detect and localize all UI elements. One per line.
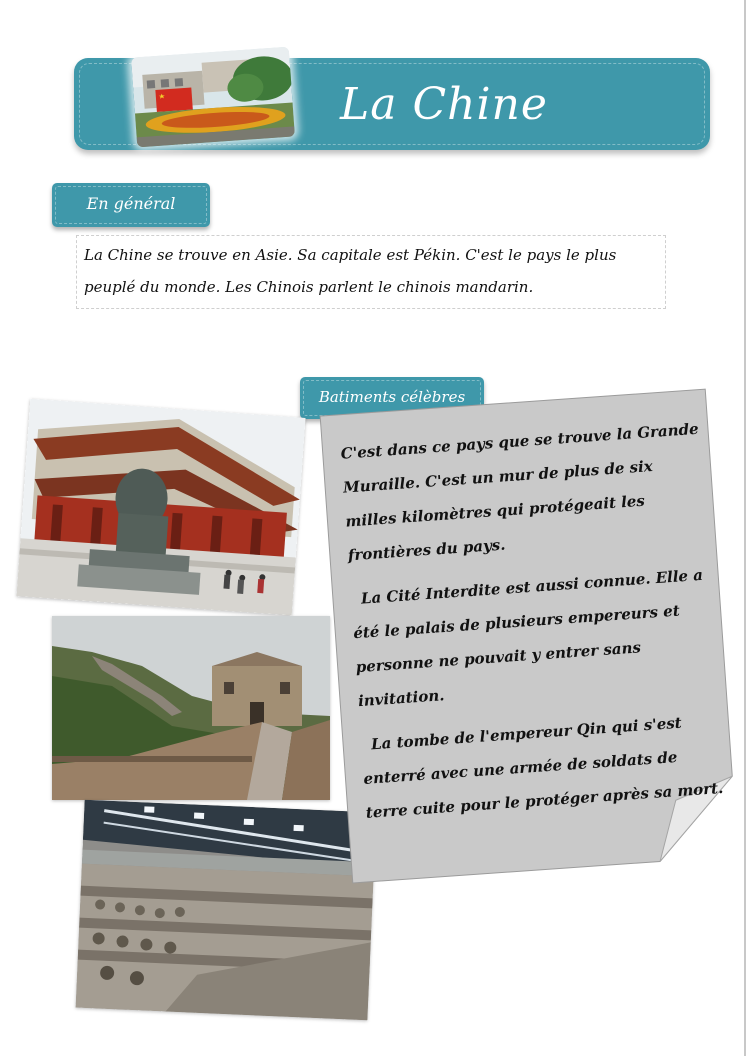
section-label-general-text: En général	[86, 194, 176, 213]
note-paper	[318, 387, 742, 885]
note-paragraph-forbidden-city: La Cité Interdite est aussi connue. Elle a été le palais de plusieurs empereurs et personne ne pouvait y entrer sans invitation.	[352, 565, 704, 711]
page-title: La Chine	[340, 79, 548, 130]
label-border	[55, 186, 207, 224]
note-paragraph-great-wall: C'est dans ce pays que se trouve la Grande Muraille. C'est un mur de plus de six milles kilomètres qui protégeait les frontières du pays.	[340, 419, 700, 565]
photo-terracotta-army	[76, 800, 377, 1021]
photo-forbidden-city	[16, 399, 305, 616]
note-text	[340, 412, 727, 840]
photo-great-wall	[52, 616, 330, 800]
note-paragraph-qin-tomb: La tombe de l'empereur Qin qui s'est enterré avec une armée de soldats de terre cuite pour le protéger après sa mort.	[362, 713, 724, 822]
general-paragraph: La Chine se trouve en Asie. Sa capitale est Pékin. C'est le pays le plus peuplé du monde. Les Chinois parlent le chinois mandarin.	[84, 246, 617, 296]
section-label-general	[52, 183, 210, 227]
section-label-buildings-text: Batiments célèbres	[318, 388, 466, 406]
title-photo-tiananmen	[131, 47, 295, 148]
